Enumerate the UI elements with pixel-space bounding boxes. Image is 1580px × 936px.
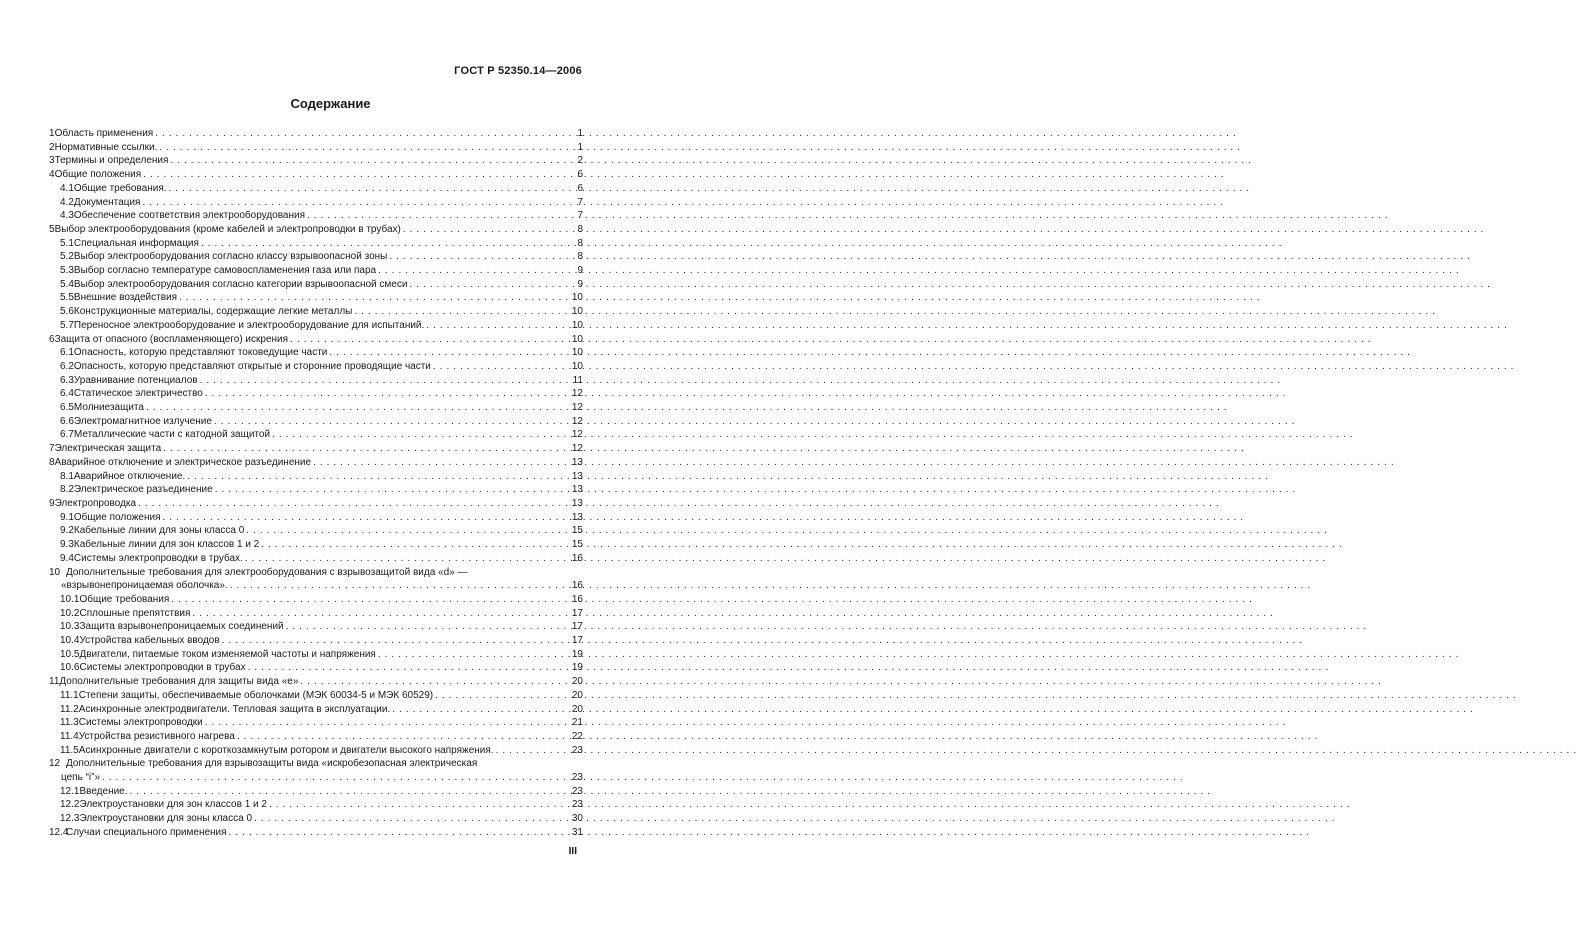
- toc-entry-number: 12.3: [60, 813, 80, 825]
- toc-entry-number: 5.4: [60, 278, 74, 290]
- toc-entry-page: 12: [571, 429, 583, 441]
- toc-leader-dots: [376, 264, 573, 278]
- toc-entry-number: 1: [49, 128, 55, 139]
- toc-entry: [49, 196, 583, 210]
- toc-entry: [49, 154, 583, 168]
- toc-entry-page: 10: [571, 306, 583, 318]
- toc-entry-number: 6.4: [60, 388, 74, 400]
- toc-entry-label: Уравнивание потенциалов: [73, 374, 198, 386]
- toc-entry-label: Кабельные линии для зон классов 1 и 2: [73, 539, 260, 551]
- toc-entry-label: цепь “i”»: [61, 772, 101, 784]
- toc-entry-label: Выбор электрооборудования согласно классу взрывоопасной зоны: [73, 251, 388, 263]
- toc-entry-number: 9.3: [60, 539, 74, 551]
- toc-entry-number: 9: [49, 497, 55, 509]
- toc-leader-dots: [212, 415, 572, 429]
- toc-entry: [49, 168, 583, 182]
- toc-entry-number: 6.1: [60, 347, 74, 359]
- toc-entry-page: 8: [577, 237, 583, 249]
- toc-entry-label: Дополнительные требования для взрывозащиты вида «искробезопасная электрическая: [66, 758, 478, 770]
- toc-entry-page: 19: [571, 662, 583, 674]
- toc-entry-label: Электрическое разъединение: [73, 484, 213, 496]
- toc-entry-number: 6: [49, 333, 55, 345]
- toc-leader-dots: [298, 675, 571, 689]
- toc-entry: [49, 374, 583, 388]
- toc-entry-number: 7: [49, 443, 55, 455]
- toc-entry-label: Введение.: [79, 785, 128, 797]
- toc-leader-dots: [243, 552, 572, 566]
- toc-leader-dots: [401, 223, 573, 237]
- toc-entry-number: 5.2: [60, 251, 74, 263]
- toc-entry-page: 15: [571, 525, 583, 537]
- toc-leader-dots: [270, 428, 572, 442]
- toc-leader-dots: [199, 237, 573, 251]
- toc-leader-dots: [198, 374, 573, 388]
- toc-entry-label: Электрическая защита: [54, 443, 162, 455]
- toc-leader-dots: [431, 360, 572, 374]
- toc-entry-page: 7: [577, 196, 583, 208]
- toc-leader-dots: [235, 730, 572, 744]
- toc-entry-page: 8: [577, 251, 583, 263]
- toc-leader-dots: [157, 141, 573, 155]
- toc-entry-label: Дополнительные требования для защиты вида «e»: [59, 676, 299, 688]
- toc-entry: [49, 511, 583, 525]
- toc-leader-dots: [433, 689, 572, 703]
- toc-leader-dots: [311, 456, 572, 470]
- toc-entry: [49, 346, 583, 360]
- toc-entry: [49, 524, 583, 538]
- toc-entry-page: 1: [577, 128, 583, 139]
- toc-entry-number: 8: [49, 456, 55, 468]
- toc-entry-number: 5.3: [60, 265, 74, 277]
- toc-entry-number: 12: [49, 758, 61, 770]
- toc-entry-page: 10: [571, 292, 583, 304]
- toc-entry-number: 11.5: [60, 744, 79, 756]
- toc-entry: [49, 442, 583, 456]
- toc-leader-dots: [213, 483, 572, 497]
- toc-entry-label: Специальная информация: [73, 237, 199, 249]
- toc-entry-number: 5.5: [60, 292, 74, 304]
- toc-entry-number: 9.2: [60, 525, 74, 537]
- toc-leader-dots: [390, 703, 572, 717]
- toc-entry-number: 6.6: [60, 415, 74, 427]
- toc-entry: [49, 634, 583, 648]
- toc-leader-dots: [203, 387, 572, 401]
- toc-entry: [49, 785, 583, 799]
- toc-entry: [49, 250, 583, 264]
- toc-entry-page: 6: [577, 169, 583, 181]
- toc-leader-dots: [167, 182, 573, 196]
- toc-leader-dots: [252, 812, 572, 826]
- toc-entry: [49, 566, 583, 580]
- toc-entry: [49, 798, 583, 812]
- toc-entry: [49, 456, 583, 470]
- toc-entry: [49, 757, 583, 771]
- toc-leader-dots: [246, 661, 572, 675]
- toc-entry-label: Термины и определения: [54, 155, 169, 167]
- toc-entry: [49, 428, 583, 442]
- toc-entry-number: 5.1: [60, 237, 74, 249]
- toc-entry: [49, 744, 583, 758]
- toc-leader-dots: [284, 620, 572, 634]
- toc-entry: [49, 319, 583, 333]
- toc-leader-dots: [220, 634, 572, 648]
- toc-entry-page: 20: [571, 689, 583, 701]
- toc-leader-dots: [352, 305, 572, 319]
- toc-entry-label: Случаи специального применения: [66, 826, 227, 838]
- toc-entry-page: 22: [571, 730, 583, 742]
- toc-leader-dots: [288, 333, 572, 347]
- toc-entry-page: 10: [571, 347, 583, 359]
- toc-entry-label: Общие положения: [54, 169, 142, 181]
- toc-entry: [49, 648, 583, 662]
- toc-entry-label: Опасность, которую представляют открытые и сторонние проводящие части: [73, 360, 431, 372]
- toc-entry: [49, 264, 583, 278]
- toc-entry: [49, 826, 583, 840]
- toc-entry: [49, 470, 583, 484]
- toc-entry-label: Кабельные линии для зоны класса 0: [73, 525, 245, 537]
- toc-entry-number: 4.1: [60, 182, 74, 194]
- toc-entry-label: Системы электропроводки в трубах.: [73, 552, 243, 564]
- toc-entry-number: 10.1: [60, 593, 80, 605]
- toc-entry-label: Область применения: [54, 128, 154, 139]
- toc-entry: [49, 552, 583, 566]
- toc-entry-number: 3: [49, 155, 55, 167]
- toc-entry-page: 8: [577, 223, 583, 235]
- toc-entry-page: 13: [571, 484, 583, 496]
- toc-entry-page: 9: [577, 265, 583, 277]
- toc-entry-number: 6.7: [60, 429, 74, 441]
- toc-entry: [49, 291, 583, 305]
- toc-entry-number: 5.7: [60, 319, 74, 331]
- toc-entry-label: Двигатели, питаемые током изменяемой частоты и напряжения: [79, 648, 376, 660]
- toc-entry-page: 23: [571, 799, 583, 811]
- toc-leader-dots: [494, 744, 572, 758]
- toc-entry: [49, 483, 583, 497]
- toc-entry: [49, 387, 583, 401]
- toc-entry-number: 10.3: [60, 621, 80, 633]
- toc-entry-label: Защита взрывонепроницаемых соединений: [79, 621, 284, 633]
- toc-entry-label: Устройства резистивного нагрева: [78, 730, 235, 742]
- toc-entry-label: Молниезащита: [73, 402, 144, 414]
- document-code-header: ГОСТ Р 52350.14—2006: [454, 65, 582, 77]
- toc-entry-page: 20: [571, 703, 583, 715]
- toc-entry-page: 31: [571, 826, 583, 838]
- toc-leader-dots: [144, 401, 572, 415]
- toc-entry: [49, 812, 583, 826]
- toc-leader-dots: [141, 168, 573, 182]
- toc-entry-label: Электроустановки для зоны класса 0: [79, 813, 253, 825]
- toc-entry-page: 9: [577, 278, 583, 290]
- toc-entry-page: 13: [571, 470, 583, 482]
- toc-entry-page: 12: [571, 388, 583, 400]
- toc-leader-dots: [228, 579, 572, 593]
- toc-entry-page: 23: [571, 772, 583, 784]
- toc-entry-label: Электроустановки для зон классов 1 и 2: [79, 799, 267, 811]
- toc-entry: [49, 333, 583, 347]
- toc-entry-number: 12.4: [49, 826, 69, 838]
- toc-entry-number: 12.1: [60, 785, 80, 797]
- toc-entry-number: 4.2: [60, 196, 74, 208]
- toc-entry-label: Системы электропроводки: [78, 717, 203, 729]
- toc-entry-number: 4.3: [60, 210, 74, 222]
- toc-entry: [49, 415, 583, 429]
- toc-entry: [49, 209, 583, 223]
- toc-entry-number: 11.1: [60, 689, 79, 701]
- toc-entry-label: Выбор согласно температуре самовоспламенения газа или пара: [73, 265, 377, 277]
- toc-entry: [49, 771, 583, 785]
- toc-entry: [49, 401, 583, 415]
- toc-entry-label: Устройства кабельных вводов: [79, 635, 220, 647]
- toc-leader-dots: [169, 593, 572, 607]
- toc-entry-number: 12.2: [60, 799, 80, 811]
- toc-leader-dots: [140, 196, 573, 210]
- toc-entry: [49, 716, 583, 730]
- toc-entry-page: 17: [571, 621, 583, 633]
- toc-entry-label: Общие положения: [73, 511, 161, 523]
- toc-leader-dots: [177, 291, 572, 305]
- toc-entry-page: 23: [571, 785, 583, 797]
- toc-entry: [49, 223, 583, 237]
- toc-entry-label: Электромагнитное излучение: [73, 415, 212, 427]
- toc-entry: [49, 675, 583, 689]
- toc-entry-label: «взрывонепроницаемая оболочка».: [61, 580, 228, 592]
- toc-entry-number: 9.1: [60, 511, 74, 523]
- toc-entry-number: 8.2: [60, 484, 74, 496]
- toc-entry-label: Выбор электрооборудования (кроме кабелей и электропроводки в трубах): [54, 223, 401, 235]
- toc-entry-number: 4: [49, 169, 55, 181]
- toc-entry-number: 10.6: [60, 662, 80, 674]
- toc-entry-label: Нормативные ссылки.: [54, 141, 158, 153]
- toc-entry: [49, 730, 583, 744]
- toc-entry-page: 13: [571, 456, 583, 468]
- toc-entry-page: 30: [571, 813, 583, 825]
- toc-entry-number: 10: [49, 566, 61, 578]
- toc-entry-page: 20: [571, 676, 583, 688]
- toc-leader-dots: [305, 209, 573, 223]
- toc-leader-dots: [259, 538, 572, 552]
- toc-entry-page: 17: [571, 635, 583, 647]
- toc-leader-dots: [424, 319, 572, 333]
- toc-entry-label: Защита от опасного (воспламеняющего) искрения: [54, 333, 289, 345]
- toc-entry-page: 7: [577, 210, 583, 222]
- toc-entry-page: 15: [571, 539, 583, 551]
- toc-entry: [49, 182, 583, 196]
- toc-leader-dots: [203, 716, 572, 730]
- toc-leader-dots: [161, 442, 572, 456]
- toc-entry-number: 6.5: [60, 402, 74, 414]
- toc-entry: [49, 237, 583, 251]
- toc-leader-dots: [136, 497, 572, 511]
- toc-leader-dots: [100, 771, 572, 785]
- toc-entry-label: Степени защиты, обеспечиваемые оболочками (МЭК 60034-5 и МЭК 60529): [78, 689, 434, 701]
- toc-entry-number: 11.2: [60, 703, 79, 715]
- toc-entry: [49, 689, 583, 703]
- toc-entry-label: Асинхронные двигатели с короткозамкнутым ротором и двигатели высокого напряжения.: [78, 744, 494, 756]
- toc-entry-number: 2: [49, 141, 55, 153]
- toc-leader-dots: [376, 648, 572, 662]
- toc-entry: [49, 141, 583, 155]
- toc-entry-page: 1: [577, 141, 583, 153]
- toc-entry-label: Общие требования: [79, 593, 170, 605]
- toc-leader-dots: [185, 470, 572, 484]
- toc-leader-dots: [407, 278, 573, 292]
- toc-entry-label: Внешние воздействия: [73, 292, 178, 304]
- toc-entry-label: Металлические части с катодной защитой: [73, 429, 271, 441]
- toc-entry-page: 23: [571, 744, 583, 756]
- toc-entry-label: Электропроводка: [54, 497, 137, 509]
- page-title: Содержание: [290, 96, 371, 111]
- page-number: III: [568, 846, 577, 857]
- toc-entry-page: 10: [571, 319, 583, 331]
- toc-leader-dots: [161, 511, 572, 525]
- toc-entry-label: Сплошные препятствия: [79, 607, 191, 619]
- toc-entry: [49, 360, 583, 374]
- toc-leader-dots: [327, 346, 571, 360]
- toc-entry-page: 17: [571, 607, 583, 619]
- toc-entry-label: Системы электропроводки в трубах: [79, 662, 246, 674]
- table-of-contents: [49, 127, 583, 840]
- toc-entry-number: 6.3: [60, 374, 74, 386]
- toc-entry-number: 11.3: [60, 717, 79, 729]
- toc-entry-number: 5: [49, 223, 55, 235]
- toc-entry-number: 10.2: [60, 607, 80, 619]
- toc-entry-number: 9.4: [60, 552, 74, 564]
- toc-entry-label: Конструкционные материалы, содержащие легкие металлы: [73, 306, 353, 318]
- toc-entry: [49, 661, 583, 675]
- toc-entry-label: Опасность, которую представляют токоведущие части: [73, 347, 328, 359]
- toc-entry: [49, 538, 583, 552]
- toc-entry-page: 13: [571, 511, 583, 523]
- toc-entry-number: 11.4: [60, 730, 79, 742]
- toc-entry-label: Статическое электричество: [73, 388, 203, 400]
- toc-entry: [49, 305, 583, 319]
- toc-leader-dots: [267, 798, 572, 812]
- toc-entry: [49, 579, 583, 593]
- toc-entry-page: 13: [571, 497, 583, 509]
- toc-entry-number: 6.2: [60, 360, 74, 372]
- toc-entry-label: Документация: [73, 196, 141, 208]
- toc-entry-label: Аварийное отключение и электрическое разъединение: [54, 456, 312, 468]
- toc-entry-label: Выбор электрооборудования согласно категории взрывоопасной смеси: [73, 278, 408, 290]
- toc-entry-page: 10: [571, 360, 583, 372]
- toc-entry-number: 8.1: [60, 470, 74, 482]
- toc-entry-label: Обеспечение соответствия электрооборудования: [73, 210, 306, 222]
- toc-entry-label: Переносное электрооборудование и электрооборудование для испытаний.: [73, 319, 425, 331]
- toc-entry-label: Асинхронные электродвигатели. Тепловая защита в эксплуатации.: [78, 703, 391, 715]
- toc-leader-dots: [153, 127, 573, 141]
- toc-entry-label: Аварийное отключение.: [73, 470, 186, 482]
- toc-entry-page: 16: [571, 552, 583, 564]
- toc-leader-dots: [244, 524, 572, 538]
- toc-entry: [49, 127, 583, 141]
- toc-entry: [49, 620, 583, 634]
- toc-entry-number: 5.6: [60, 306, 74, 318]
- toc-entry-label: Дополнительные требования для электрооборудования с взрывозащитой вида «d» —: [66, 566, 468, 578]
- toc-entry: [49, 278, 583, 292]
- toc-entry-page: 11: [572, 374, 583, 386]
- toc-entry-page: 16: [571, 580, 583, 592]
- toc-leader-dots: [168, 154, 573, 168]
- toc-entry-number: 10.5: [60, 648, 80, 660]
- toc-entry-page: 21: [571, 717, 583, 729]
- toc-entry-number: 10.4: [60, 635, 80, 647]
- toc-entry-page: 12: [571, 443, 583, 455]
- toc-entry-page: 16: [571, 593, 583, 605]
- toc-entry-page: 19: [571, 648, 583, 660]
- toc-entry-number: 11: [49, 676, 60, 688]
- toc-entry-page: 10: [571, 333, 583, 345]
- toc-leader-dots: [227, 826, 572, 840]
- toc-entry: [49, 607, 583, 621]
- toc-leader-dots: [387, 250, 573, 264]
- toc-entry: [49, 703, 583, 717]
- toc-entry-label: Общие требования.: [73, 182, 167, 194]
- toc-entry-page: 12: [571, 415, 583, 427]
- toc-leader-dots: [128, 785, 572, 799]
- toc-entry-page: 2: [577, 155, 583, 167]
- toc-entry: [49, 497, 583, 511]
- toc-entry-page: 6: [577, 182, 583, 194]
- toc-entry: [49, 593, 583, 607]
- toc-entry-page: 12: [571, 402, 583, 414]
- toc-leader-dots: [190, 607, 571, 621]
